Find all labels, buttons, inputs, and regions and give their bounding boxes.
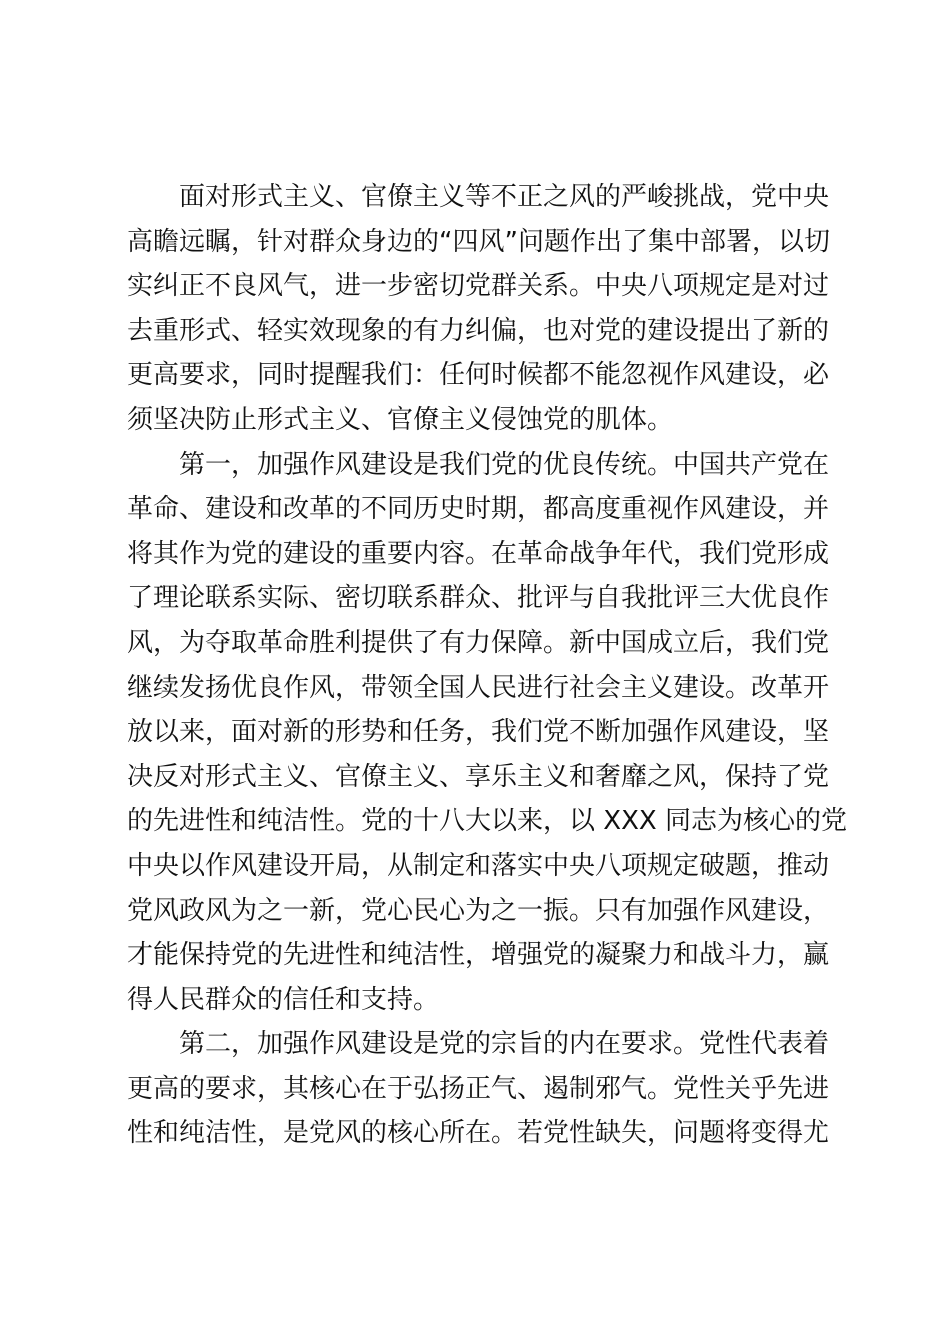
text-line: 更高的要求，其核心在于弘扬正气、遏制邪气。党性关乎先进 xyxy=(127,1073,830,1104)
paragraph-second-point xyxy=(127,1022,830,1156)
text-line: 党风政风为之一新，党心民心为之一振。只有加强作风建设， xyxy=(127,895,830,926)
document-body xyxy=(127,175,847,1156)
text-line: 风，为夺取革命胜利提供了有力保障。新中国成立后，我们党 xyxy=(127,627,830,658)
text-line: 第二，加强作风建设是党的宗旨的内在要求。党性代表着 xyxy=(179,1029,830,1060)
text-line: 的先进性和纯洁性。党的十八大以来，以 XXX 同志为核心的党 xyxy=(127,806,847,837)
text-line: 得人民群众的信任和支持。 xyxy=(127,984,440,1015)
paragraph-intro xyxy=(127,175,830,443)
text-line: 第一，加强作风建设是我们党的优良传统。中国共产党在 xyxy=(179,449,830,480)
text-line: 去重形式、轻实效现象的有力纠偏，也对党的建设提出了新的 xyxy=(127,315,830,346)
text-line: 中央以作风建设开局，从制定和落实中央八项规定破题，推动 xyxy=(127,850,830,881)
paragraph-first-point xyxy=(127,443,847,1023)
text-line: 决反对形式主义、官僚主义、享乐主义和奢靡之风，保持了党 xyxy=(127,761,830,792)
text-line: 革命、建设和改革的不同历史时期，都高度重视作风建设，并 xyxy=(127,494,830,525)
text-line: 实纠正不良风气，进一步密切党群关系。中央八项规定是对过 xyxy=(127,271,830,302)
text-line: 面对形式主义、官僚主义等不正之风的严峻挑战，党中央 xyxy=(179,182,830,212)
text-line: 须坚决防止形式主义、官僚主义侵蚀党的肌体。 xyxy=(127,404,674,435)
text-line: 才能保持党的先进性和纯洁性，增强党的凝聚力和战斗力，赢 xyxy=(127,940,830,971)
text-line: 更高要求，同时提醒我们：任何时候都不能忽视作风建设，必 xyxy=(127,360,830,391)
text-line: 继续发扬优良作风，带领全国人民进行社会主义建设。改革开 xyxy=(127,672,830,703)
text-line: 性和纯洁性，是党风的核心所在。若党性缺失，问题将变得尤 xyxy=(127,1118,830,1149)
text-line: 了理论联系实际、密切联系群众、批评与自我批评三大优良作 xyxy=(127,583,830,614)
text-line: 高瞻远瞩，针对群众身边的“四风”问题作出了集中部署，以切 xyxy=(127,226,830,257)
text-line: 放以来，面对新的形势和任务，我们党不断加强作风建设，坚 xyxy=(127,717,830,748)
text-line: 将其作为党的建设的重要内容。在革命战争年代，我们党形成 xyxy=(127,538,830,569)
